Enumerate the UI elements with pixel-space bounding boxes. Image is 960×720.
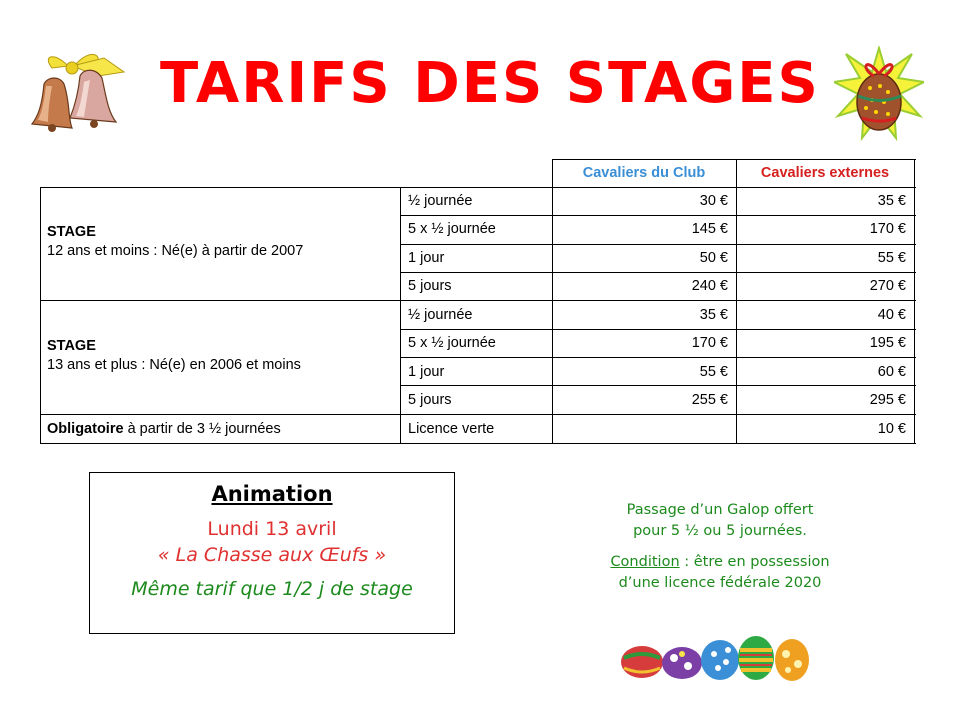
header-club: Cavaliers du Club (582, 165, 706, 181)
condition-rest: : être en possession (679, 554, 830, 570)
note-line-4: d’une licence fédérale 2020 (618, 575, 822, 591)
table-row-label: 1 jour (408, 364, 445, 380)
animation-price: Même tarif que 1/2 j de stage (131, 578, 413, 600)
table-row-club-price: 255 € (691, 392, 728, 408)
table-row-club-price: 50 € (699, 250, 728, 266)
table-row-external-price: 295 € (869, 392, 906, 408)
table-row-label: 5 x ½ journée (408, 335, 496, 351)
condition-label: Condition (610, 554, 680, 570)
decorated-egg-icon (834, 46, 924, 144)
header-external: Cavaliers externes (760, 165, 890, 181)
group2-title: STAGE (47, 338, 96, 354)
table-row-external-price: 195 € (869, 335, 906, 351)
galop-note (570, 500, 870, 594)
table-row-external-price: 55 € (877, 250, 906, 266)
table-row-label: 5 jours (408, 392, 452, 408)
licence-requirement (40, 415, 400, 443)
table-row-club-price: 30 € (699, 193, 728, 209)
group1-title: STAGE (47, 224, 96, 240)
table-row-club-price: 240 € (691, 278, 728, 294)
animation-date: Lundi 13 avril (207, 518, 337, 540)
animation-box (89, 472, 455, 634)
table-row-external-price: 35 € (877, 193, 906, 209)
table-row-label: 5 jours (408, 278, 452, 294)
page-title: TARIFS DES STAGES (160, 51, 820, 116)
animation-title: Animation (211, 482, 333, 506)
note-condition (570, 552, 870, 573)
table-row-label: ½ journée (408, 193, 473, 209)
table-row-label: 1 jour (408, 250, 445, 266)
table-row-club-price: 35 € (699, 307, 728, 323)
table-row-club-price: 170 € (691, 335, 728, 351)
table-row-club-price: 55 € (699, 364, 728, 380)
table-row-label: 5 x ½ journée (408, 221, 496, 237)
licence-label: Licence verte (408, 421, 495, 437)
table-row-external-price: 60 € (877, 364, 906, 380)
group1-description (40, 223, 400, 263)
note-line-1: Passage d’un Galop offert (626, 502, 814, 518)
group1-subtitle: 12 ans et moins : Né(e) à partir de 2007 (47, 243, 304, 259)
licence-rest: à partir de 3 ½ journées (123, 421, 281, 437)
table-row-label: ½ journée (408, 307, 473, 323)
easter-bells-icon (24, 46, 132, 132)
table-row-external-price: 270 € (869, 278, 906, 294)
group2-subtitle: 13 ans et plus : Né(e) en 2006 et moins (47, 357, 301, 373)
table-row-external-price: 170 € (869, 221, 906, 237)
note-line-2: pour 5 ½ ou 5 journées. (633, 523, 807, 539)
table-row-external-price: 40 € (877, 307, 906, 323)
licence-bold: Obligatoire (47, 421, 124, 437)
table-row-club-price: 145 € (691, 221, 728, 237)
animation-name: « La Chasse aux Œufs » (157, 544, 387, 566)
group2-description (40, 337, 400, 377)
easter-eggs-icon (618, 636, 814, 684)
licence-external-price: 10 € (877, 421, 906, 437)
licence-club-price (552, 415, 736, 443)
